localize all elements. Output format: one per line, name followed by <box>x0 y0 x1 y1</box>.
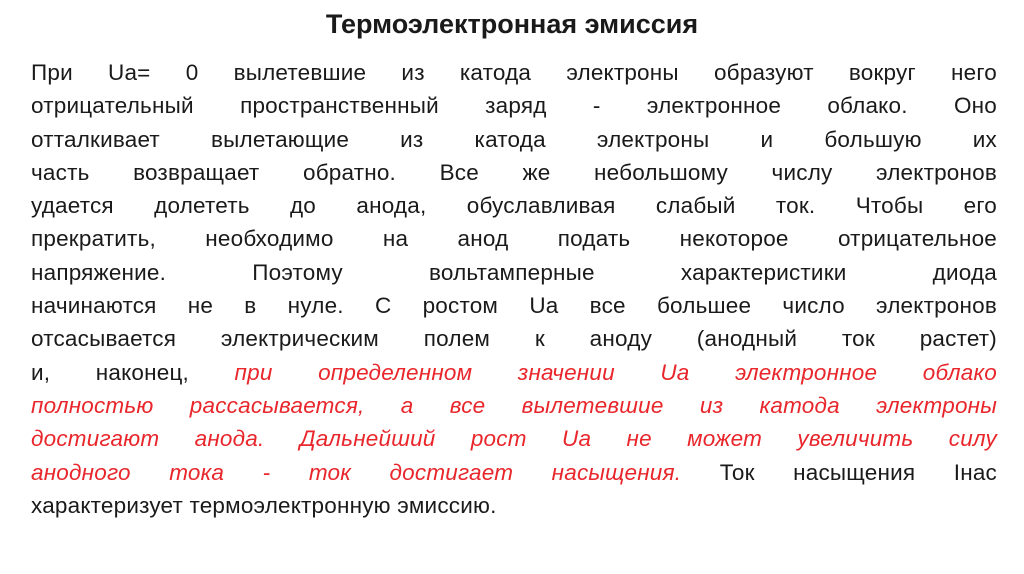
text-line <box>31 123 997 156</box>
text-line <box>31 256 997 289</box>
text-line <box>31 156 997 189</box>
text-segment: часть возвращает обратно. Все же небольшому числу электронов <box>31 159 997 185</box>
text-line <box>31 222 997 255</box>
text-segment: отсасывается электрическим полем к аноду (анодный ток растет) <box>31 326 997 352</box>
text-line <box>31 322 997 355</box>
text-line <box>31 356 997 389</box>
highlighted-text: при определенном значении Ua электронное облако <box>234 359 997 385</box>
text-line <box>31 489 997 522</box>
text-segment: прекратить, необходимо на анод подать некоторое отрицательное <box>31 226 997 252</box>
text-segment: и, наконец, <box>31 359 235 385</box>
highlighted-text: достигают анода. Дальнейший рост Ua не может увеличить силу <box>31 426 997 452</box>
text-line <box>31 389 997 422</box>
text-line <box>31 89 997 122</box>
slide-body-text <box>31 56 997 522</box>
text-segment: отрицательный пространственный заряд - электронное облако. Оно <box>31 93 997 119</box>
text-segment: отталкивает вылетающие из катода электроны и большую их <box>31 126 997 152</box>
text-segment: характеризует термоэлектронную эмиссию. <box>31 492 497 518</box>
text-segment: начинаются не в нуле. С ростом Ua все большее число электронов <box>31 293 997 319</box>
text-segment: Ток насыщения Iнас <box>681 459 997 485</box>
text-line <box>31 422 997 455</box>
text-segment: При Ua= 0 вылетевшие из катода электроны образуют вокруг него <box>31 60 997 85</box>
text-line <box>31 289 997 322</box>
text-line <box>31 56 997 89</box>
highlighted-text: полностью рассасывается, а все вылетевшие из катода электроны <box>31 392 997 418</box>
highlighted-text: анодного тока - ток достигает насыщения. <box>31 459 682 485</box>
text-line <box>31 189 997 222</box>
text-line <box>31 456 997 489</box>
text-segment: удается долететь до анода, обуславливая слабый ток. Чтобы его <box>31 193 997 219</box>
slide-title: Термоэлектронная эмиссия <box>325 9 699 39</box>
text-segment: напряжение. Поэтому вольтамперные характеристики диода <box>31 259 997 285</box>
